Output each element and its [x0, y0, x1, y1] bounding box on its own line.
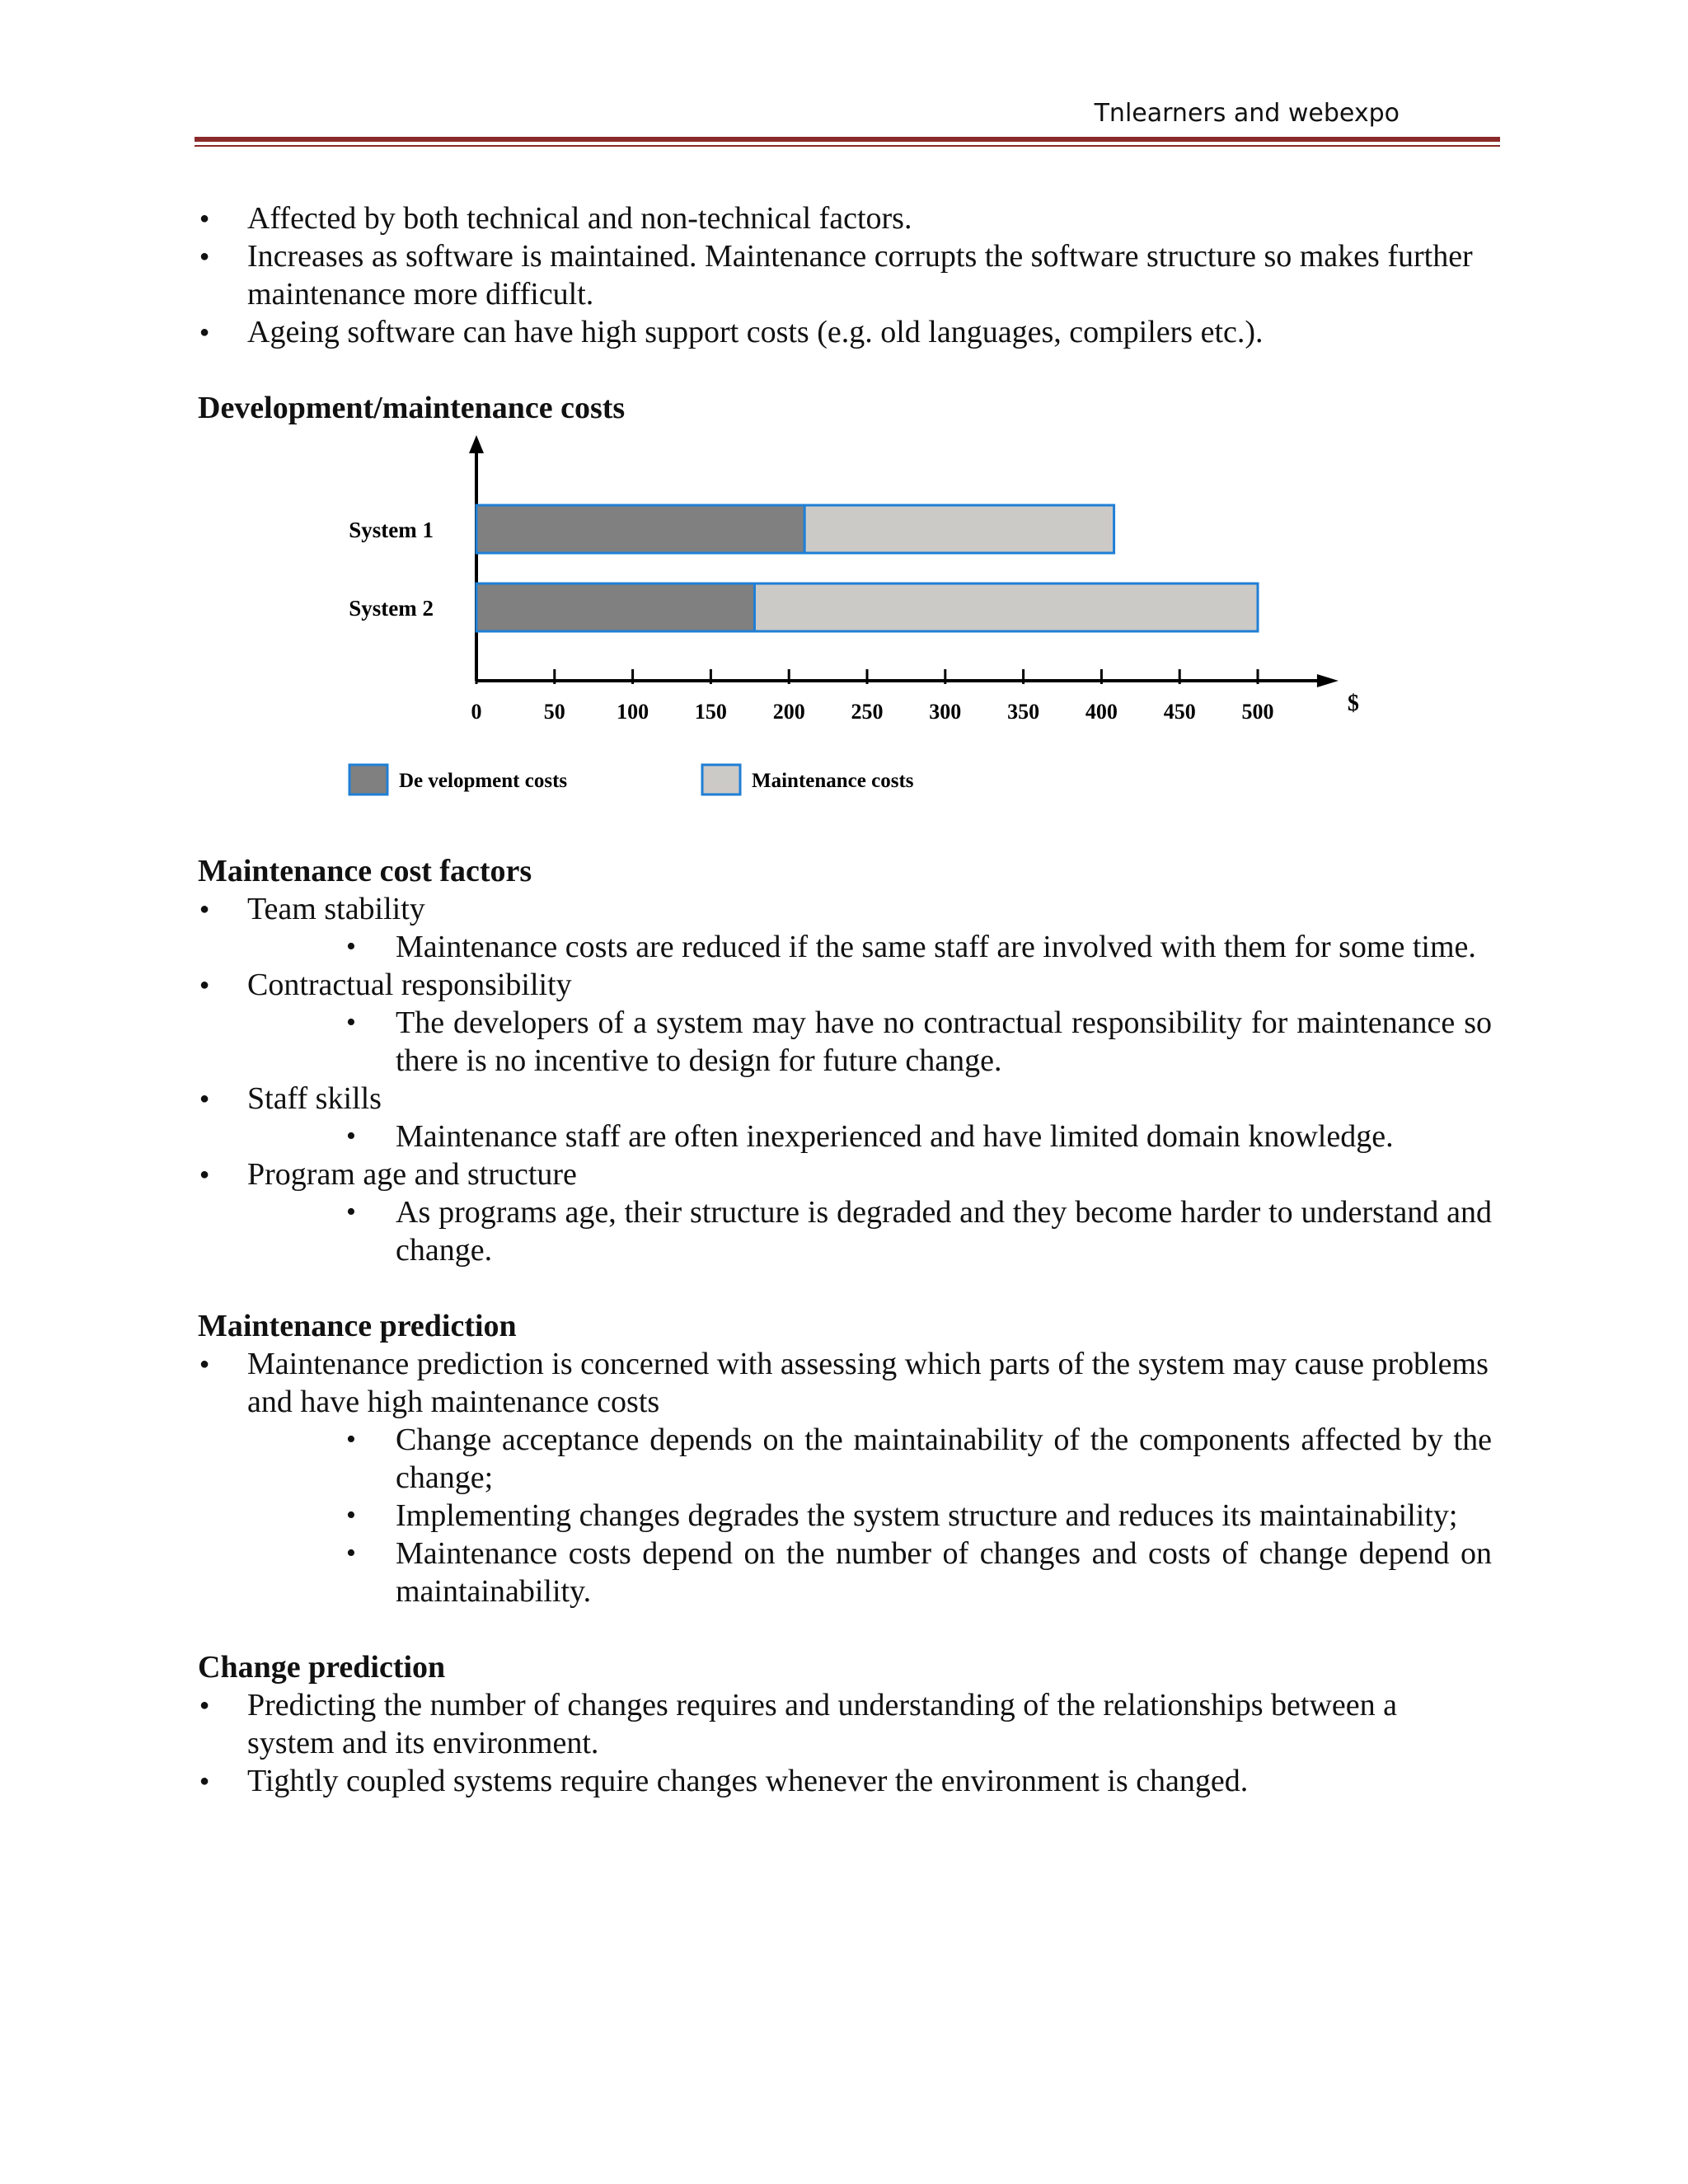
section-title-prediction: Maintenance prediction [198, 1309, 517, 1343]
bar-segment [754, 583, 1258, 631]
x-tick-label: 100 [617, 700, 649, 724]
list-item: • Maintenance costs are reduced if the same staff are involved with them for some time. [346, 928, 1492, 966]
change-list [198, 1686, 1492, 1800]
section-title-change: Change prediction [198, 1650, 446, 1685]
list-item: ● Program age and structure • As programs age, their structure is degraded and they become harder to understand and change. [198, 1155, 1492, 1269]
x-tick-label: 500 [1241, 700, 1274, 724]
list-item: • Implementing changes degrades the system structure and reduces its maintainability; [346, 1497, 1492, 1535]
legend-swatch [349, 765, 387, 794]
x-tick-label: 350 [1007, 700, 1040, 724]
list-item: • Change acceptance depends on the maintainability of the components affected by the change; [346, 1421, 1492, 1497]
prediction-list [198, 1345, 1492, 1610]
x-tick-label: 450 [1163, 700, 1196, 724]
cost-chart [198, 427, 1492, 852]
cost-bar-chart [198, 427, 1492, 852]
list-item: • The developers of a system may have no contractual responsibility for maintenance so there is no incentive to design for future change. [346, 1004, 1492, 1080]
intro-list [198, 199, 1492, 351]
list-item: ● Increases as software is maintained. Maintenance corrupts the software structure so makes further maintenance more difficult. [198, 237, 1492, 313]
section-title-dev-costs: Development/maintenance costs [198, 391, 626, 425]
x-tick-label: 50 [543, 700, 565, 724]
section-title-factors: Maintenance cost factors [198, 854, 532, 888]
legend-label: Maintenance costs [752, 770, 914, 792]
header-rule-thin [195, 145, 1500, 147]
legend-swatch [702, 765, 740, 794]
bar-segment [476, 583, 754, 631]
x-tick-label: 400 [1085, 700, 1118, 724]
x-tick-label: 250 [851, 700, 884, 724]
category-label: System 1 [349, 518, 434, 542]
document-body [198, 199, 1492, 1800]
header-rule [195, 137, 1500, 142]
x-tick-label: 0 [471, 700, 482, 724]
list-item: • Maintenance staff are often inexperienced and have limited domain knowledge. [346, 1118, 1492, 1155]
factors-list [198, 890, 1492, 1269]
page-header: Tnlearners and webexpo [1094, 99, 1400, 128]
x-tick-label: 300 [929, 700, 962, 724]
bar-segment [804, 505, 1114, 553]
list-item: • As programs age, their structure is degraded and they become harder to understand and change. [346, 1193, 1492, 1269]
list-item: ● Affected by both technical and non-technical factors. [198, 199, 1492, 237]
x-tick-label: 150 [694, 700, 727, 724]
category-label: System 2 [349, 596, 434, 621]
x-tick-label: 200 [772, 700, 805, 724]
list-item: ● Predicting the number of changes requires and understanding of the relationships between a system and its environment. [198, 1686, 1492, 1762]
x-axis-arrow [1317, 674, 1339, 687]
legend-label: De velopment costs [399, 770, 568, 792]
list-item: ● Ageing software can have high support costs (e.g. old languages, compilers etc.). [198, 313, 1492, 351]
list-item: ● Staff skills • Maintenance staff are often inexperienced and have limited domain knowledge. [198, 1080, 1492, 1155]
y-axis-arrow [469, 435, 484, 453]
bar-segment [476, 505, 804, 553]
list-item: ● Contractual responsibility • The developers of a system may have no contractual responsibility for maintenance so there is no incentive to design for future change. [198, 966, 1492, 1080]
list-item: ● Maintenance prediction is concerned with assessing which parts of the system may cause problems and have high maintenance costs • Change acceptance depends on the maintainability of the components affected by the change; • Implementing changes degrades the system structure and reduces its maintainability; • Maintenance costs depend on the number of changes and costs of change depend on maintainability. [198, 1345, 1492, 1610]
list-item: ● Tightly coupled systems require changes whenever the environment is changed. [198, 1762, 1492, 1800]
list-item: ● Team stability • Maintenance costs are reduced if the same staff are involved with them for some time. [198, 890, 1492, 966]
list-item: • Maintenance costs depend on the number of changes and costs of change depend on maintainability. [346, 1535, 1492, 1610]
x-axis-label: $ [1347, 691, 1359, 716]
